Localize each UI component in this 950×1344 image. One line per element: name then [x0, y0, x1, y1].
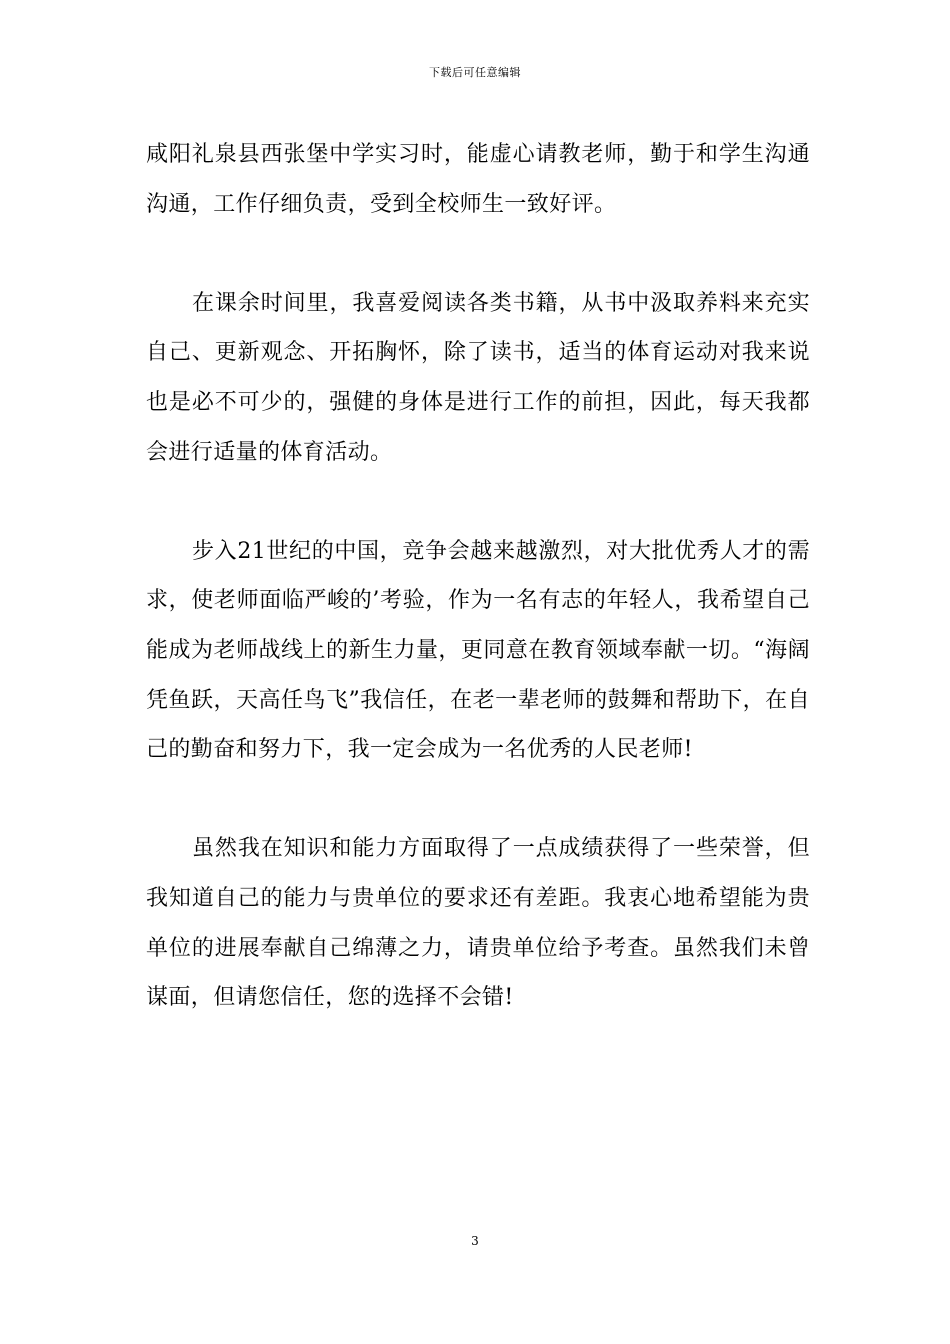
paragraph-continued: 咸阳礼泉县西张堡中学实习时，能虚心请教老师，勤于和学生沟通沟通，工作仔细负责，受到全校师生一致好评。: [146, 142, 810, 217]
paragraph-career-aspiration: 步入21世纪的中国，竞争会越来越激烈，对大批优秀人才的需求，使老师面临严峻的’考验，作为一名有志的年轻人，我希望自己能成为老师战线上的新生力量，更同意在教育领域奉献一切。“海阔凭鱼跃，天高任鸟飞”我信任，在老一辈老师的鼓舞和帮助下，在自己的勤奋和努力下，我一定会成为一名优秀的人民老师!: [146, 538, 810, 763]
paragraph-closing: 虽然我在知识和能力方面取得了一点成绩获得了一些荣誉，但我知道自己的能力与贵单位的要求还有差距。我衷心地希望能为贵单位的进展奉献自己绵薄之力，请贵单位给予考查。虽然我们未曾谋面，但请您信任，您的选择不会错!: [146, 836, 810, 1011]
document-body: [146, 130, 810, 1023]
page-number: 3: [471, 1234, 479, 1248]
page-header: 下载后可任意编辑: [429, 66, 521, 79]
paragraph-reading-and-exercise: 在课余时间里，我喜爱阅读各类书籍，从书中汲取养料来充实自己、更新观念、开拓胸怀，除了读书，适当的体育运动对我来说也是必不可少的，强健的身体是进行工作的前担，因此，每天我都会进行适量的体育活动。: [146, 290, 810, 465]
